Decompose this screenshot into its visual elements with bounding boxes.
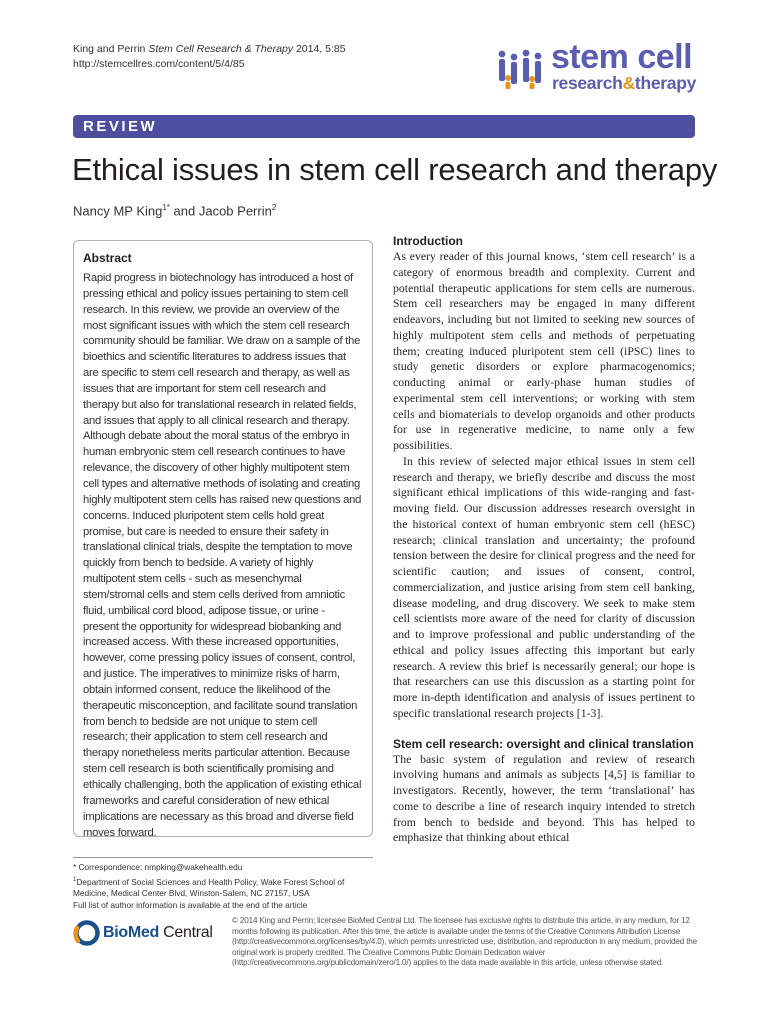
author-2[interactable]: Jacob Perrin — [198, 203, 272, 219]
biomed-central-ring-icon — [73, 919, 101, 947]
author-2-affil: 2 — [271, 203, 277, 212]
section-label-bar — [73, 115, 695, 138]
license-text: © 2014 King and Perrin; licensee BioMed Central Ltd. The licensee has exclusive rights to distribute this article, in any medium, for 12 months following its publication. After this time, the article is available under the terms of the Creative Commons Attribution License (http://creativecommons.org/licenses/by/4.0), which permits unrestricted use, distribution, and reproduction in any medium, provided the original work is properly credited. The Creative Commons Public Domain Dedication waiver (http://creativecommons.org/publicdomain/zero/1.0/) applies to the data made available in this article, unless otherwise stated. — [232, 916, 698, 968]
citation-url[interactable]: http://stemcellres.com/content/5/4/85 — [73, 58, 245, 70]
people-figures-icon — [495, 48, 547, 90]
abstract-heading: Abstract — [83, 251, 132, 265]
citation-header — [73, 42, 346, 72]
section-2-paragraph-1: The basic system of regulation and review of research involving humans and animals as subjects [4,5] is familiar to investigators. Recently, however, the term ‘translational’ has come to describe a line of research inquiry intended to stretch from bench to bedside and beyond. This has helped to emphasize that thinking about ethical — [393, 752, 695, 845]
logo-title-line1: stem cell — [551, 38, 693, 76]
citation-year-volume: 2014, 5:85 — [295, 43, 346, 55]
journal-logo — [495, 38, 705, 94]
footnotes — [73, 857, 373, 913]
publisher-logo — [73, 918, 223, 948]
body-column — [393, 234, 695, 846]
author-info-note: Full list of author information is available at the end of the article — [73, 900, 308, 911]
section-2-heading: Stem cell research: oversight and clinical translation — [393, 736, 694, 751]
citation-authors: King and Perrin — [73, 43, 146, 55]
footnote-divider — [73, 857, 373, 858]
logo-title-line2: research&therapy — [552, 73, 697, 93]
author-1-affil: 1* — [162, 203, 170, 212]
intro-heading: Introduction — [393, 234, 463, 248]
citation-line — [73, 42, 346, 57]
abstract-text: Rapid progress in biotechnology has introduced a host of pressing ethical and policy issues pertaining to stem cell research. In this review, we provide an overview of the most significant issues with which the stem cell research community should be familiar. We draw on a sample of the bioethics and scientific literatures to address issues that are specific to stem cell research and therapy, as well as issues that are important for stem cell research and therapy but also for translational research in related fields, and issues that apply to all clinical research and therapy. Although debate about the moral status of the embryo in human embryonic stem cell research continues to have relevance, the discovery of other highly multipotent stem cell types and alternative methods of isolating and creating highly multipotent stem cells has raised new questions and concerns. Induced pluripotent stem cells hold great promise, but care is needed to ensure their safety in translational clinical trials, despite the temptation to move quickly from bench to bedside. A variety of highly multipotent stem cells - such as mesenchymal stem/stromal cells and stem cells derived from amniotic fluid, umbilical cord blood, adipose tissue, or urine - present the opportunity for widespread biobanking and increased access. With these increased opportunities, however, come pressing policy issues of consent, control, and justice. The imperatives to minimize risks of harm, obtain informed consent, reduce the likelihood of the therapeutic misconception, and facilitate sound translation from bench to bedside are not unique to stem cell research; their application to stem cell research and therapy nonetheless merits particular attention. Because stem cell research is both scientifically promising and ethically challenging, both the application of existing ethical frameworks and careful consideration of new ethical implications are necessary as this broad and diverse field moves forward. — [83, 272, 362, 839]
article-title: Ethical issues in stem cell research and therapy — [72, 152, 718, 187]
citation-journal: Stem Cell Research & Therapy — [148, 43, 294, 55]
section-label: REVIEW — [83, 118, 158, 135]
affiliation-note: $^1$Department of Social Sciences and Health Policy, Wake Forest School of Medicine, Medical Center Blvd, Winston-Salem, NC 27157, USA — [73, 876, 345, 898]
author-1[interactable]: Nancy MP King — [73, 203, 163, 219]
intro-paragraph-2: In this review of selected major ethical issues in stem cell research and therapy, we briefly describe and discuss the most significant ethical implications of this wide-ranging and fast-moving field. Our discussion addresses research oversight in the historical context of human embryonic stem cell (hESC) research; clinical translation and uncertainty; the profound tension between the desire for clinical progress and the need for scientific caution; and issues of consent, control, commercialization, and justice arising from stem cell banking, disease modeling, and drug discovery. We seek to make stem cell scientists more aware of the need for clarity of discussion and to improve professional and public understanding of the ethical and policy issues affecting this important but early research. A review this brief is necessarily general; our hope is that researchers can use this discussion as a starting point for more in-depth identification and analysis of issues pertinent to specific translational research projects [1-3]. — [393, 454, 695, 720]
correspondence-note[interactable]: * Correspondence: nmpking@wakehealth.edu — [73, 862, 243, 872]
intro-paragraph-1: As every reader of this journal knows, ‘stem cell research’ is a category of enormous breadth and complexity. Current and potential therapeutic applications for stem cells are numerous. Stem cell researchers may be engaged in many different endeavors, including but not limited to seeking new sources of highly multipotent stem cells and methods of perpetuating them; creating induced pluripotent stem cell (iPSC) lines to study genetic disorders or explore pharmacogenomics; conducting animal or early-phase human studies of experimental stem cell interventions; or working with stem cells and biomaterials to develop organoids and other products for use in regenerative medicine, to name only a few possibilities. — [393, 250, 695, 452]
abstract-box — [73, 240, 373, 837]
publisher-name: BioMed Central — [103, 924, 213, 941]
author-line: Nancy MP King$^{1*}$ and Jacob Perrin$^2$ — [73, 203, 277, 219]
